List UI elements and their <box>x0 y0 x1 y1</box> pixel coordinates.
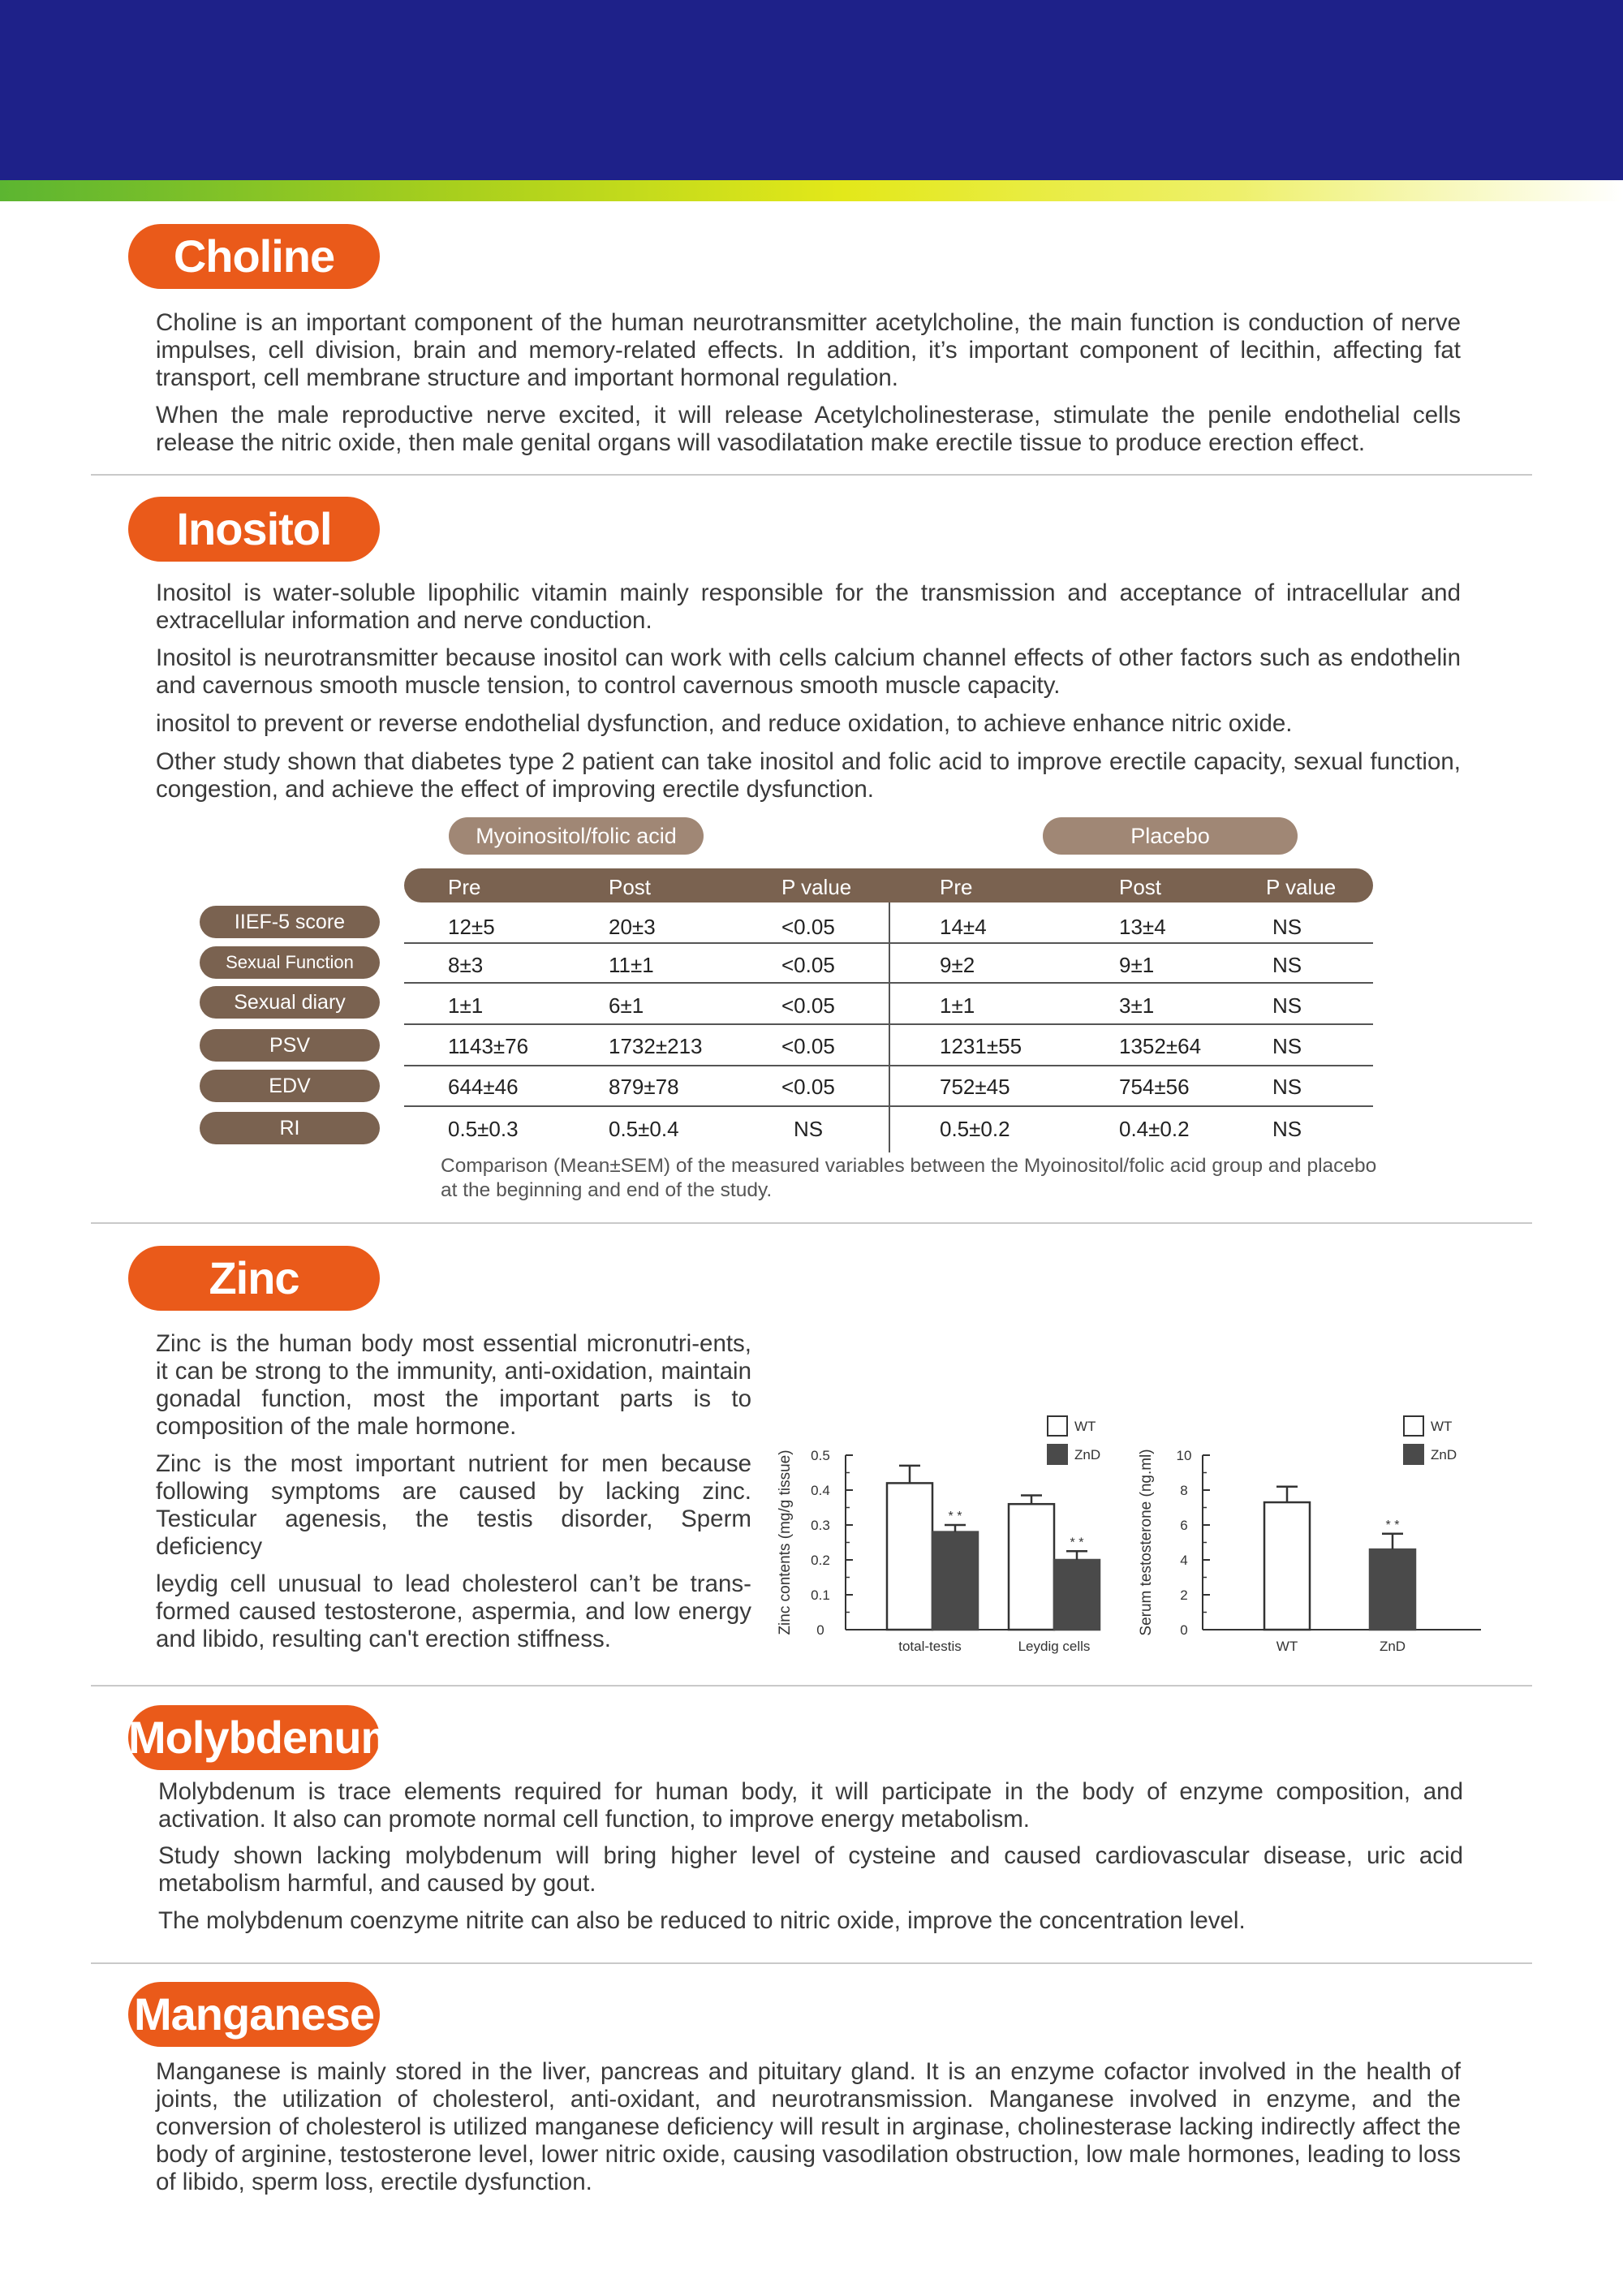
choline-title: Choline <box>128 224 380 289</box>
y-tick-label: 0.1 <box>811 1587 830 1603</box>
table-cell: 13±4 <box>1119 915 1166 939</box>
table-cell: 14±4 <box>940 915 987 939</box>
table-cell: 9±1 <box>1119 953 1155 977</box>
column-header: Pre <box>448 875 481 899</box>
y-tick-label: 0.3 <box>811 1518 830 1533</box>
molybdenum-paragraph-1: Molybdenum is trace elements required for human body, it will participate in the body of enzyme composition, and activation. It also can promote normal cell function, to improve energy metabolism. <box>158 1778 1463 1833</box>
group-header-myoinositol: Myoinositol/folic acid <box>449 817 704 855</box>
column-header: P value <box>781 875 852 899</box>
serum-testosterone-chart <box>1132 1408 1493 1660</box>
choline-paragraph-2: When the male reproductive nerve excited, it will release Acetylcholinesterase, stimulate the penile endothelial cells release the nitric oxide, then male genital organs will vasodilatation make erectile tissue to produce erection effect. <box>156 402 1461 456</box>
zinc-paragraph-2: Zinc is the most important nutrient for men because following symptoms are caused by lacking zinc. Testicular agenesis, the testis disorder, Sperm deficiency <box>156 1450 751 1560</box>
table-cell: 0.5±0.4 <box>609 1117 679 1141</box>
table-cell: 1231±55 <box>940 1034 1022 1058</box>
column-header: Pre <box>940 875 973 899</box>
legend-swatch <box>1404 1416 1423 1436</box>
table-cell: <0.05 <box>781 915 835 939</box>
bar-znd <box>932 1532 978 1630</box>
legend-swatch <box>1048 1445 1067 1464</box>
table-cell: 6±1 <box>609 993 644 1018</box>
table-cell: NS <box>1272 1075 1302 1099</box>
y-axis-label: Zinc contents (mg/g tissue) <box>777 1450 794 1635</box>
legend-swatch <box>1404 1445 1423 1464</box>
table-caption: Comparison (Mean±SEM) of the measured variables between the Myoinositol/folic acid group and placebo at the beginning and end of the study. <box>441 1155 1377 1201</box>
table-cell: 752±45 <box>940 1075 1010 1099</box>
row-label: Sexual Function <box>200 946 380 979</box>
inositol-paragraph-2: Inositol is neurotransmitter because inositol can work with cells calcium channel effects of other factors such as endothelin and cavernous smooth muscle tension, to control cavernous smooth muscle capacity. <box>156 644 1461 699</box>
legend-label: ZnD <box>1074 1447 1101 1462</box>
inositol-paragraph-4: Other study shown that diabetes type 2 patient can take inositol and folic acid to improve erectile capacity, sexual function, congestion, and achieve the effect of improving erectile dysfunction. <box>156 748 1461 803</box>
table-cell: 20±3 <box>609 915 656 939</box>
inositol-paragraph-1: Inositol is water-soluble lipophilic vitamin mainly responsible for the transmission and acceptance of intracellular and extracellular information and nerve conduction. <box>156 579 1461 634</box>
column-header-bar <box>404 868 1373 902</box>
y-tick-label: 0 <box>1180 1622 1188 1638</box>
section-divider <box>91 1685 1532 1686</box>
gradient-stripe <box>0 180 1623 201</box>
table-cell: 1±1 <box>940 993 975 1018</box>
y-tick-label: 10 <box>1176 1448 1192 1463</box>
table-cell: NS <box>794 1117 824 1141</box>
legend-label: WT <box>1431 1419 1453 1434</box>
table-cell: 754±56 <box>1119 1075 1190 1099</box>
table-cell: 0.5±0.3 <box>448 1117 519 1141</box>
table-cell: 0.4±0.2 <box>1119 1117 1190 1141</box>
zinc-paragraph-3: leydig cell unusual to lead cholesterol can’t be trans-formed caused testosterone, aspermia, and low energy and libido, resulting can't erection stiffness. <box>156 1570 751 1652</box>
bar-wt <box>1009 1504 1054 1630</box>
table-cell: <0.05 <box>781 993 835 1018</box>
column-header: P value <box>1266 875 1337 899</box>
row-label: RI <box>200 1112 380 1144</box>
table-cell: 1143±76 <box>448 1034 529 1058</box>
table-cell: <0.05 <box>781 1034 835 1058</box>
table-cell: NS <box>1272 953 1302 977</box>
y-tick-label: 0.5 <box>811 1448 830 1463</box>
y-tick-label: 4 <box>1180 1553 1188 1568</box>
table-cell: 9±2 <box>940 953 975 977</box>
table-cell: 644±46 <box>448 1075 519 1099</box>
section-divider <box>91 474 1532 476</box>
manganese-title: Manganese <box>128 1982 380 2047</box>
bar-wt <box>1264 1502 1310 1630</box>
y-tick-label: 0.2 <box>811 1553 830 1568</box>
y-tick-label: 2 <box>1180 1587 1188 1603</box>
zinc-title: Zinc <box>128 1246 380 1311</box>
table-cell: 0.5±0.2 <box>940 1117 1010 1141</box>
table-cell: <0.05 <box>781 1075 835 1099</box>
legend-label: ZnD <box>1431 1447 1457 1462</box>
choline-paragraph-1: Choline is an important component of the human neurotransmitter acetylcholine, the main function is conduction of nerve impulses, cell division, brain and memory-related effects. In addition, it’s important component of lecithin, affecting fat transport, cell membrane structure and important hormonal regulation. <box>156 309 1461 391</box>
x-category-label: total-testis <box>898 1639 962 1654</box>
table-cell: NS <box>1272 993 1302 1018</box>
zinc-content-chart <box>771 1408 1112 1660</box>
table-cell: NS <box>1272 1117 1302 1141</box>
column-header: Post <box>609 875 652 899</box>
bar-znd <box>1370 1549 1415 1630</box>
y-tick-label: 8 <box>1180 1483 1188 1498</box>
bar-wt <box>887 1483 932 1630</box>
inositol-title: Inositol <box>128 497 380 562</box>
y-tick-label: 6 <box>1180 1518 1188 1533</box>
table-cell: 12±5 <box>448 915 495 939</box>
table-cell: 879±78 <box>609 1075 679 1099</box>
inositol-paragraph-3: inositol to prevent or reverse endothelial dysfunction, and reduce oxidation, to achieve enhance nitric oxide. <box>156 710 1293 737</box>
table-cell: 1352±64 <box>1119 1034 1202 1058</box>
column-header: Post <box>1119 875 1162 899</box>
legend-swatch <box>1048 1416 1067 1436</box>
table-cell: 1±1 <box>448 993 484 1018</box>
group-header-placebo: Placebo <box>1043 817 1298 855</box>
row-label: EDV <box>200 1070 380 1102</box>
legend-label: WT <box>1074 1419 1096 1434</box>
x-category-label: WT <box>1276 1639 1298 1654</box>
row-label: Sexual diary <box>200 986 380 1019</box>
table-cell: 1732±213 <box>609 1034 703 1058</box>
table-cell: 8±3 <box>448 953 484 977</box>
significance-label: * * <box>1070 1536 1084 1550</box>
table-cell: NS <box>1272 1034 1302 1058</box>
bar-znd <box>1054 1560 1100 1630</box>
table-cell: 3±1 <box>1119 993 1155 1018</box>
section-divider <box>91 1962 1532 1964</box>
y-tick-label: 0 <box>816 1622 824 1638</box>
table-cell: NS <box>1272 915 1302 939</box>
significance-label: * * <box>1385 1518 1400 1532</box>
row-label: PSV <box>200 1029 380 1062</box>
x-category-label: ZnD <box>1379 1639 1406 1654</box>
molybdenum-paragraph-2: Study shown lacking molybdenum will bring higher level of cysteine and caused cardiovascular disease, uric acid metabolism harmful, and caused by gout. <box>158 1842 1463 1897</box>
molybdenum-title: Molybdenum <box>128 1705 380 1770</box>
zinc-paragraph-1: Zinc is the human body most essential micronutri-ents, it can be strong to the immunity, anti-oxidation, maintain gonadal function, most the important parts is to composition of the male hormone. <box>156 1330 751 1440</box>
significance-label: * * <box>948 1510 962 1523</box>
y-axis-label: Serum testosterone (ng.ml) <box>1138 1449 1155 1636</box>
group-separator-line <box>889 902 890 1152</box>
header-banner <box>0 0 1623 180</box>
molybdenum-paragraph-3: The molybdenum coenzyme nitrite can also be reduced to nitric oxide, improve the concentration level. <box>158 1907 1246 1934</box>
table-cell: <0.05 <box>781 953 835 977</box>
x-category-label: Leydig cells <box>1018 1639 1091 1654</box>
section-divider <box>91 1222 1532 1224</box>
table-cell: 11±1 <box>609 953 654 977</box>
manganese-paragraph-1: Manganese is mainly stored in the liver, pancreas and pituitary gland. It is an enzyme cofactor involved in the health of joints, the utilization of cholesterol, anti-oxidant, and neurotransmission. Manganese involved in enzyme, and the conversion of cholesterol is utilized manganese deficiency will result in arginase, cholinesterase lacking indirectly affect the body of arginine, testosterone level, lower nitric oxide, causing vasodilation obstruction, low male hormones, leading to loss of libido, sperm loss, erectile dysfunction. <box>156 2058 1461 2195</box>
row-label: IIEF-5 score <box>200 906 380 938</box>
y-tick-label: 0.4 <box>811 1483 830 1498</box>
